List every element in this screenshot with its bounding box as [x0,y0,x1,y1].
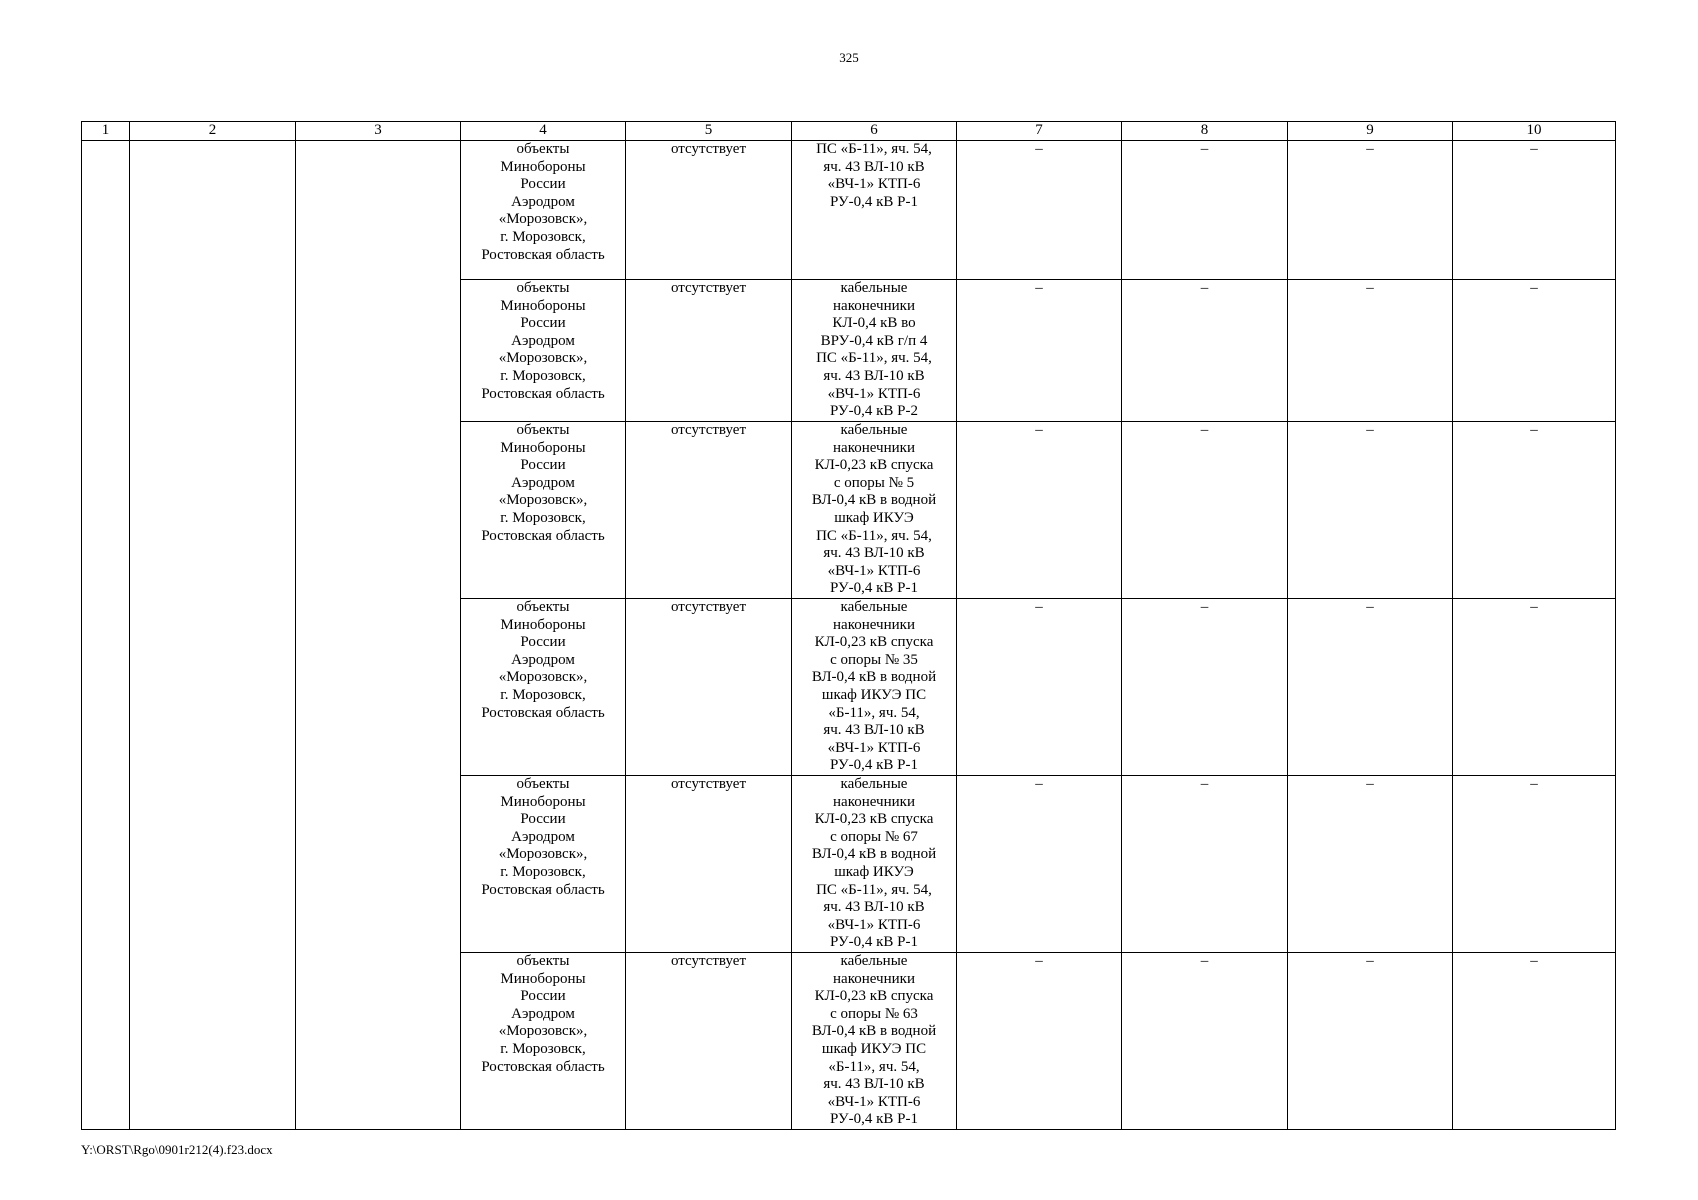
dash-cell: – [1453,280,1616,422]
dash-cell: – [1288,953,1453,1130]
dash-cell: – [1122,422,1288,599]
table-row [82,141,1616,280]
status-cell: отсутствует [626,776,792,953]
dash-cell: – [1288,422,1453,599]
dash-cell: – [1453,422,1616,599]
header-cell-5: 5 [626,122,792,141]
header-cell-10: 10 [1453,122,1616,141]
dash-cell: – [1453,141,1616,280]
object-cell: объекты Минобороны России Аэродром «Морозовск», г. Морозовск, Ростовская область [461,776,626,953]
object-cell: объекты Минобороны России Аэродром «Морозовск», г. Морозовск, Ростовская область [461,953,626,1130]
location-cell: кабельные наконечники КЛ-0,23 кВ спуска с опоры № 67 ВЛ-0,4 кВ в водной шкаф ИКУЭ ПС «Б-11», яч. 54, яч. 43 ВЛ-10 кВ «ВЧ-1» КТП-6 РУ-0,4 кВ Р-1 [792,776,957,953]
header-cell-2: 2 [130,122,296,141]
object-cell: объекты Минобороны России Аэродром «Морозовск», г. Морозовск, Ростовская область [461,422,626,599]
dash-cell: – [1122,953,1288,1130]
header-cell-8: 8 [1122,122,1288,141]
object-cell: объекты Минобороны России Аэродром «Морозовск», г. Морозовск, Ростовская область [461,280,626,422]
object-cell: объекты Минобороны России Аэродром «Морозовск», г. Морозовск, Ростовская область [461,141,626,280]
dash-cell: – [957,141,1122,280]
object-cell: объекты Минобороны России Аэродром «Морозовск», г. Морозовск, Ростовская область [461,599,626,776]
dash-cell: – [957,776,1122,953]
dash-cell: – [1453,599,1616,776]
page-number: 325 [839,50,859,65]
header-cell-7: 7 [957,122,1122,141]
header-cell-9: 9 [1288,122,1453,141]
dash-cell: – [1122,141,1288,280]
header-cell-6: 6 [792,122,957,141]
dash-cell: – [957,422,1122,599]
dash-cell: – [1122,599,1288,776]
location-cell: кабельные наконечники КЛ-0,23 кВ спуска с опоры № 63 ВЛ-0,4 кВ в водной шкаф ИКУЭ ПС «Б-11», яч. 54, яч. 43 ВЛ-10 кВ «ВЧ-1» КТП-6 РУ-0,4 кВ Р-1 [792,953,957,1130]
header-cell-4: 4 [461,122,626,141]
dash-cell: – [1122,280,1288,422]
status-cell: отсутствует [626,953,792,1130]
dash-cell: – [957,599,1122,776]
header-row [82,122,1616,141]
dash-cell: – [1453,953,1616,1130]
dash-cell: – [1288,599,1453,776]
dash-cell: – [1122,776,1288,953]
location-cell: ПС «Б-11», яч. 54, яч. 43 ВЛ-10 кВ «ВЧ-1» КТП-6 РУ-0,4 кВ Р-1 [792,141,957,280]
dash-cell: – [1453,776,1616,953]
status-cell: отсутствует [626,280,792,422]
status-cell: отсутствует [626,422,792,599]
empty-cell-col-3 [296,141,461,1130]
status-cell: отсутствует [626,599,792,776]
document-table [81,121,1616,1130]
dash-cell: – [1288,776,1453,953]
status-cell: отсутствует [626,141,792,280]
dash-cell: – [957,280,1122,422]
location-cell: кабельные наконечники КЛ-0,23 кВ спуска с опоры № 35 ВЛ-0,4 кВ в водной шкаф ИКУЭ ПС «Б-11», яч. 54, яч. 43 ВЛ-10 кВ «ВЧ-1» КТП-6 РУ-0,4 кВ Р-1 [792,599,957,776]
header-cell-1: 1 [82,122,130,141]
footer-file-path: Y:\ORST\Rgo\0901r212(4).f23.docx [81,1142,273,1157]
dash-cell: – [957,953,1122,1130]
header-cell-3: 3 [296,122,461,141]
dash-cell: – [1288,280,1453,422]
empty-cell-col-1 [82,141,130,1130]
location-cell: кабельные наконечники КЛ-0,4 кВ во ВРУ-0,4 кВ г/п 4 ПС «Б-11», яч. 54, яч. 43 ВЛ-10 кВ «ВЧ-1» КТП-6 РУ-0,4 кВ Р-2 [792,280,957,422]
dash-cell: – [1288,141,1453,280]
empty-cell-col-2 [130,141,296,1130]
location-cell: кабельные наконечники КЛ-0,23 кВ спуска с опоры № 5 ВЛ-0,4 кВ в водной шкаф ИКУЭ ПС «Б-11», яч. 54, яч. 43 ВЛ-10 кВ «ВЧ-1» КТП-6 РУ-0,4 кВ Р-1 [792,422,957,599]
